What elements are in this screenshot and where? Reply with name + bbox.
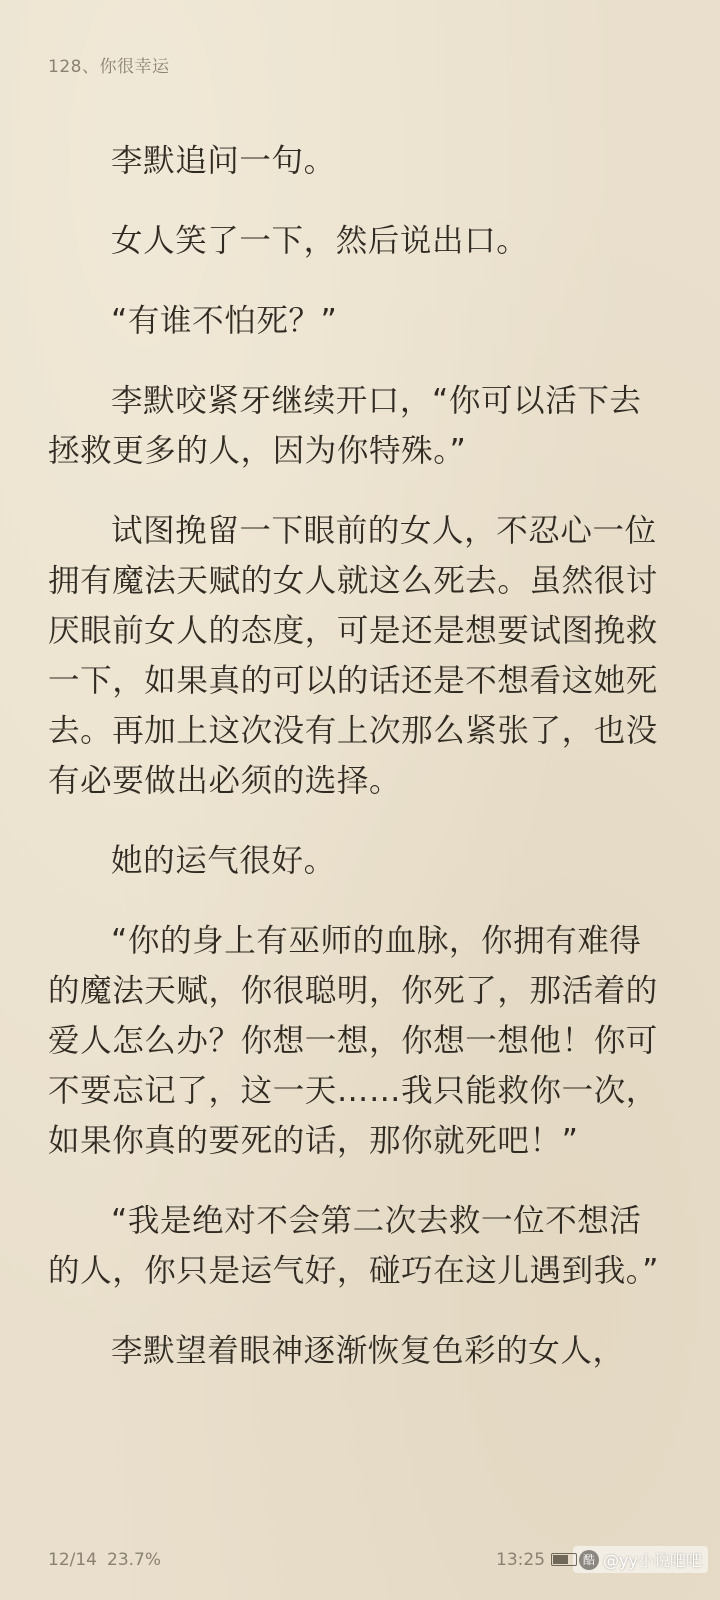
- watermark: [573, 1546, 708, 1573]
- paragraph: 试图挽留一下眼前的女人，不忍心一位拥有魔法天赋的女人就这么死去。虽然很讨厌眼前女人的态度，可是还是想要试图挽救一下，如果真的可以的话还是不想看这她死去。再加上这次没有上次那么紧张了，也没有必要做出必须的选择。: [48, 513, 658, 799]
- paragraph: 李默追问一句。: [111, 143, 336, 179]
- watermark-logo-icon: 酷: [579, 1550, 599, 1570]
- watermark-text: @yy小说吧吧: [603, 1551, 702, 1570]
- page-indicator: 12/14: [48, 1550, 97, 1570]
- status-area: [496, 1546, 708, 1573]
- progress-percent: 23.7%: [107, 1550, 162, 1570]
- reading-content[interactable]: [48, 136, 672, 1406]
- paragraph: 李默咬紧牙继续开口，“你可以活下去拯救更多的人，因为你特殊。”: [48, 383, 642, 469]
- battery-icon: [551, 1553, 577, 1566]
- battery-level: [553, 1555, 568, 1564]
- paragraph: 李默望着眼神逐渐恢复色彩的女人，: [111, 1333, 625, 1369]
- paragraph: “我是绝对不会第二次去救一位不想活的人，你只是运气好，碰巧在这儿遇到我。”: [48, 1203, 660, 1289]
- paragraph: 女人笑了一下，然后说出口。: [111, 223, 529, 259]
- paragraph: “有谁不怕死？”: [111, 303, 338, 339]
- paragraph: “你的身上有巫师的血脉，你拥有难得的魔法天赋，你很聪明，你死了，那活着的爱人怎么办？你想一想，你想一想他！你可不要忘记了，这一天……我只能救你一次，如果你真的要死的话，那你就死吧！”: [48, 923, 658, 1159]
- reading-progress: [48, 1550, 161, 1570]
- clock: 13:25: [496, 1549, 546, 1570]
- paragraph: 她的运气很好。: [111, 843, 336, 879]
- chapter-title: 128、你很幸运: [48, 57, 170, 77]
